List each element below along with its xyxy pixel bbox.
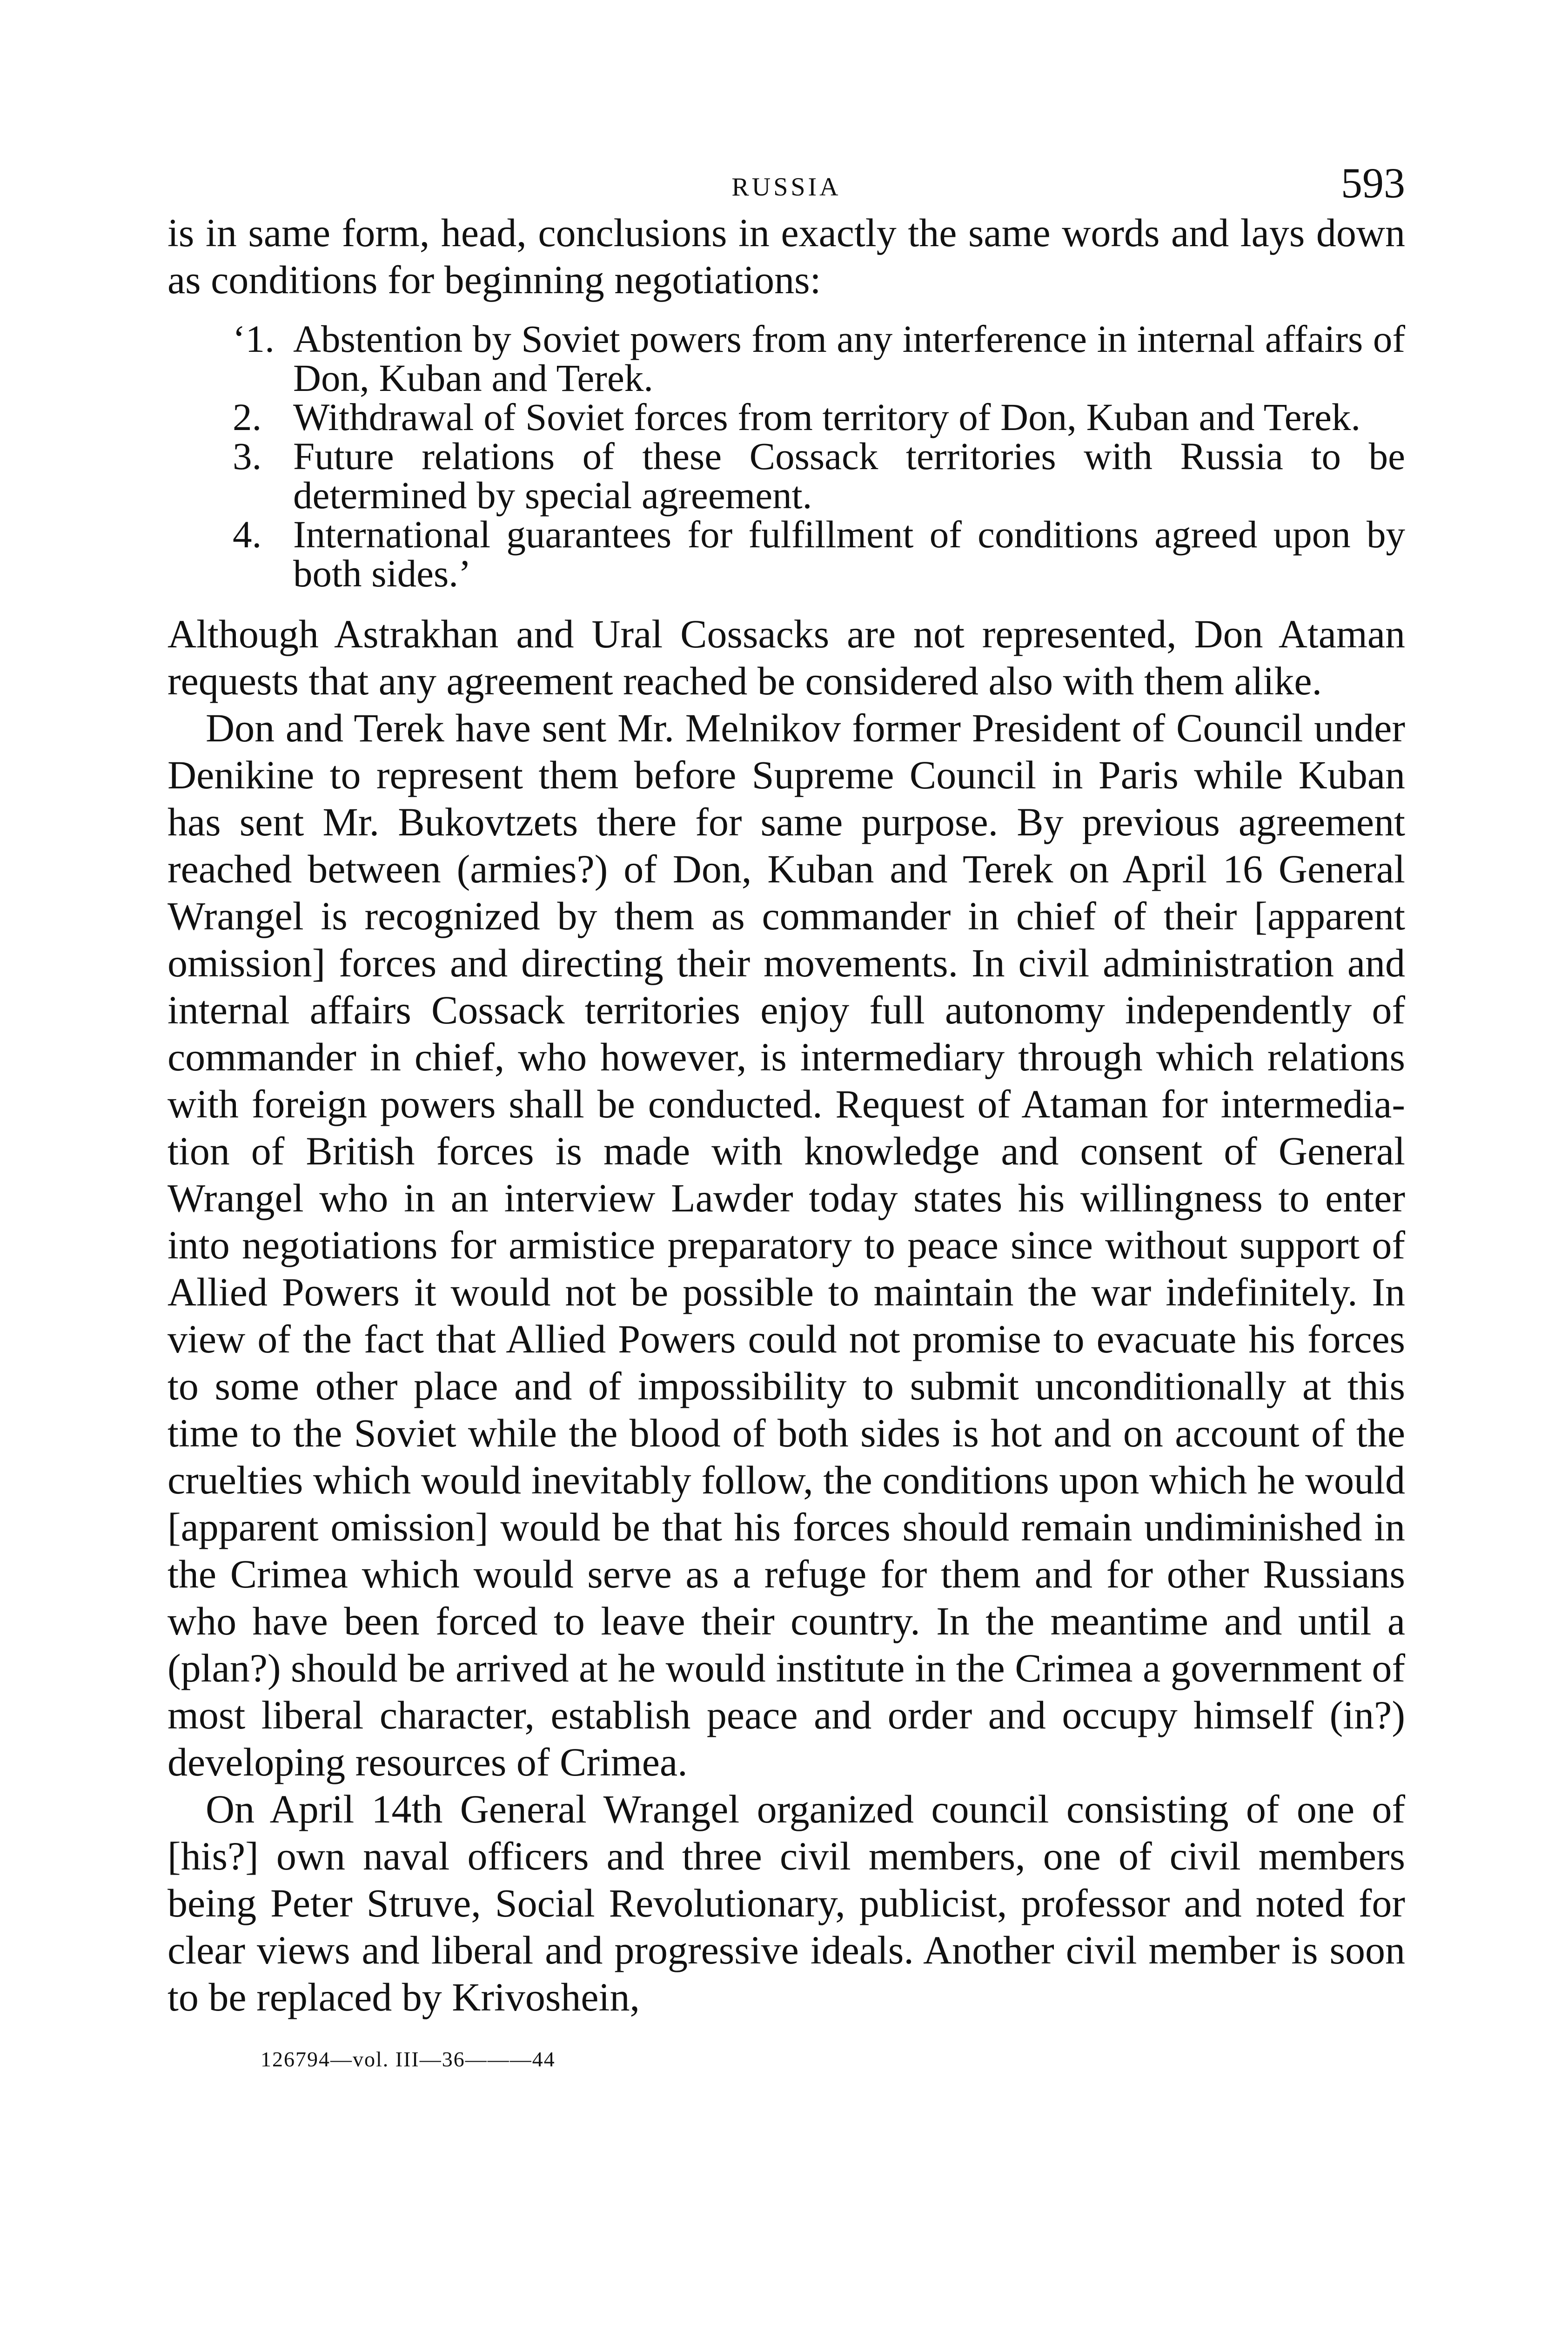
condition-text: International guarantees for fulfillment of conditions agreed upon by both sides.’ (293, 513, 1405, 595)
paragraph-cossacks: Although Astrakhan and Ural Cossacks are not represented, Don Ataman requests that any agreement reached be considered also with them alike. (168, 612, 1405, 703)
running-head (168, 158, 1405, 209)
running-title: RUSSIA (731, 173, 841, 202)
condition-item (233, 396, 1405, 438)
condition-number: 3. (233, 435, 262, 478)
paragraph-opening: is in same form, head, conclusions in exactly the same words and lays down as conditions for beginning negotiations: (168, 210, 1405, 302)
condition-item (233, 317, 1405, 399)
condition-text: Withdrawal of Soviet forces from territory of Don, Kuban and Terek. (293, 396, 1361, 438)
condition-item (233, 435, 1405, 517)
printer-signature: 126794—vol. III—36———44 (261, 2047, 556, 2071)
document-page (168, 158, 1405, 2071)
body-text (168, 209, 1405, 2021)
conditions-list (168, 319, 1405, 593)
paragraph-council: On April 14th General Wrangel organized council consisting of one of [his?] own naval officers and three civil members, one of civil members being Peter Struve, Social Revolutionary, publicist, professor and noted for clear views and liberal and progressive ideals. Another civil member is soon to be replaced by Krivoshein, (168, 1787, 1405, 2019)
condition-text: Future relations of these Cossack territories with Russia to be determined by special agreement. (293, 435, 1405, 517)
condition-number: ‘1. (233, 317, 275, 360)
condition-number: 2. (233, 396, 262, 438)
condition-item (233, 513, 1405, 595)
page-number: 593 (1341, 159, 1405, 207)
paragraph-wrangel: Don and Terek have sent Mr. Melnikov former President of Council under Denikine to represent them before Supreme Council in Paris while Kuban has sent Mr. Bukovtzets there for same purpose. By previous agreement reached between (armies?) of Don, Kuban and Terek on April 16 General Wrangel is recognized by them as commander in chief of their [apparent omission] forces and directing their movements. In civil administration and internal affairs Cossack territories enjoy full autonomy independently of commander in chief, who however, is intermediary through which relations with foreign powers shall be conducted. Request of Ataman for intermediation of British forces is made with knowledge and consent of General Wrangel who in an interview Lawder today states his willingness to enter into negotiations for armistice preparatory to peace since without support of Allied Powers it would not be possible to maintain the war indefinitely. In view of the fact that Allied Powers could not promise to evacuate his forces to some other place and of impossibility to submit unconditionally at this time to the Soviet while the blood of both sides is hot and on account of the cruelties which would inevitably follow, the conditions upon which he would [apparent omission] would be that his forces should remain undiminished in the Crimea which would serve as a refuge for them and for other Russians who have been forced to leave their country. In the meantime and until a (plan?) should be arrived at he would institute in the Crimea a government of most liberal character, establish peace and order and occupy himself (in?) developing resources of Crimea. (168, 706, 1405, 1784)
condition-text: Abstention by Soviet powers from any interference in internal affairs of Don, Kuban and Terek. (293, 317, 1405, 399)
condition-number: 4. (233, 513, 262, 556)
